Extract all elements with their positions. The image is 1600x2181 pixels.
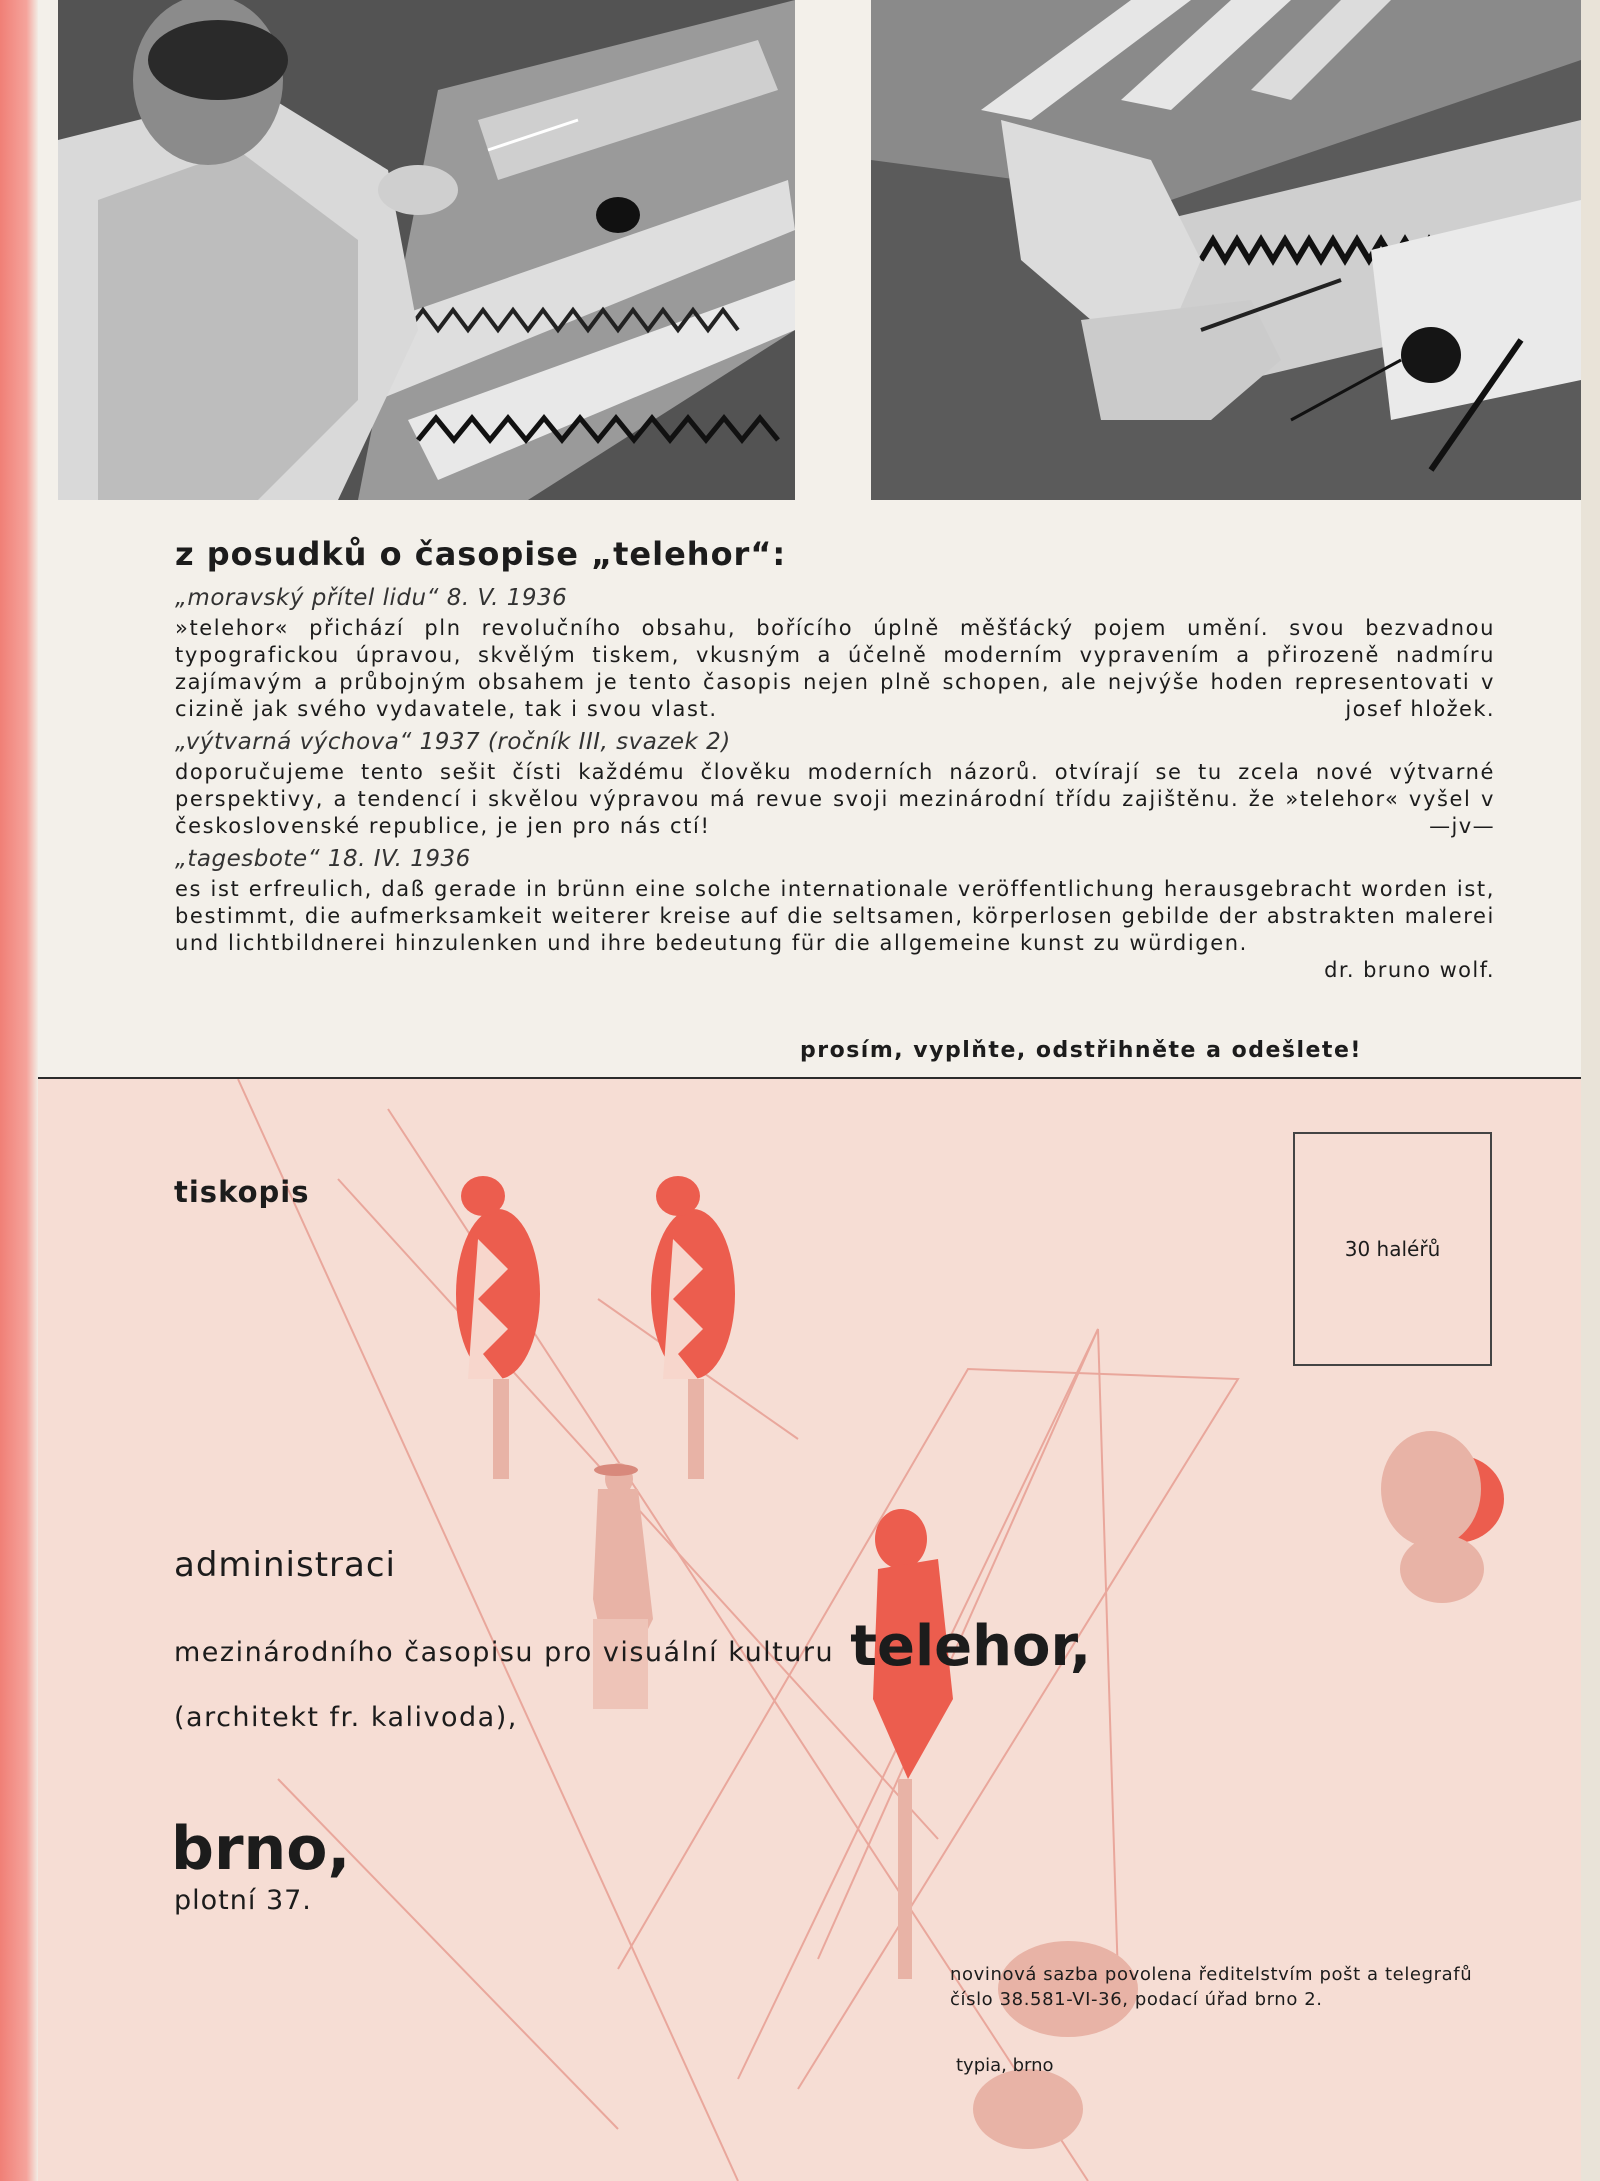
magazine-name: telehor,: [850, 1614, 1092, 1679]
review-source: „výtvarná výchova“ 1937 (ročník III, svazek 2): [175, 729, 731, 755]
magazine-line: [174, 1614, 1091, 1679]
review-source: „moravský přítel lidu“ 8. V. 1936: [175, 585, 568, 611]
review-text: es ist erfreulich, daß gerade in brünn eine solche internationale veröffentlichung herausgebracht worden ist, bestimmt, die aufmerksamkeit weiterer kreise auf die seltsamen, körperlosen gebilde der abstrakten malerei und lichtbildnerei hinzulenken und ihre bedeutung für die allgemeine kunst zu würdigen.: [175, 877, 1495, 955]
postal-permit-note: novinová sazba povolena ředitelstvím pošt a telegrafů číslo 38.581-VI-36, podací úřad brno 2.: [950, 1964, 1473, 2010]
printer-credit: typia, brno: [956, 2055, 1054, 2076]
stamp-price: 30 haléřů: [1344, 1237, 1441, 1261]
left-red-edge: [0, 0, 38, 2181]
call-to-action: prosím, vyplňte, odstřihněte a odešlete!: [800, 1038, 1362, 1063]
review-signature: dr. bruno wolf.: [1324, 958, 1495, 982]
review-text: »telehor« přichází pln revolučního obsahu, bořícího úplně měšťácký pojem umění. svou bezvadnou typografickou úpravou, skvělým tiskem, vkusným a účelně moderním vypravením a přirozeně nadmíru zajímavým a průbojným obsahem je tento časopis nejen plně schopen, ale nejvýše hoden representovati v cizině jak svého vydavatele, tak i svou vlast.: [175, 616, 1495, 721]
review-source: „tagesbote“ 18. IV. 1936: [175, 846, 471, 872]
review-signature: —jv—: [1429, 814, 1495, 838]
photo-hand-drawing: [871, 0, 1581, 500]
photo-man-drawing: [58, 0, 795, 500]
architect-line: (architekt fr. kalivoda),: [174, 1702, 518, 1733]
form-label: tiskopis: [174, 1175, 310, 1209]
right-page-edge: [1581, 0, 1600, 2181]
reviews-heading: z posudků o časopise „telehor“:: [175, 535, 787, 573]
stamp-box[interactable]: [1293, 1132, 1492, 1366]
postcard-form: [38, 1079, 1581, 2181]
review-text: doporučujeme tento sešit čísti každému člověku moderních názorů. otvírají se tu zcela nové výtvarné perspektivy, a tendencí i skvělou výpravou má revue svoji mezinárodní třídu zajištěnu. že »telehor« vyšel v československé republice, je jen pro nás ctí!: [175, 760, 1495, 838]
recipient-line: administraci: [174, 1545, 396, 1585]
magazine-description: mezinárodního časopisu pro visuální kulturu: [174, 1637, 835, 1668]
reviews-section: [175, 535, 1495, 984]
street-address: plotní 37.: [174, 1885, 312, 1916]
city-name: brno,: [171, 1814, 351, 1884]
review-signature: josef hložek.: [1345, 697, 1495, 721]
